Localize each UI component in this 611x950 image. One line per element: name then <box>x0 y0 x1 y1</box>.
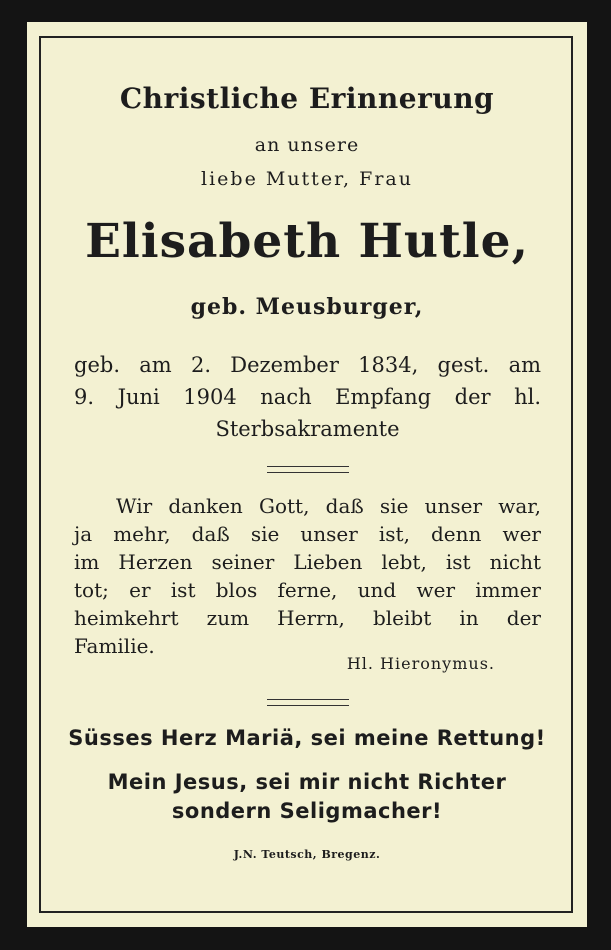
dedication-line-1: an unsere <box>254 134 360 156</box>
dates-line: Sterbsakramente <box>215 417 400 441</box>
life-dates <box>74 349 541 445</box>
quote-line: im Herzen seiner Lieben lebt, ist nicht <box>74 550 541 574</box>
quote-line: tot; er ist blos ferne, und wer immer <box>74 578 541 602</box>
dates-line: 9. Juni 1904 nach Empfang der hl. <box>74 385 541 409</box>
printer-imprint: J.N. Teutsch, Bregenz. <box>233 848 381 861</box>
prayer-line-3: sondern Seligmacher! <box>171 799 443 823</box>
maiden-name: geb. Meusburger, <box>190 294 424 320</box>
quote-source: Hl. Hieronymus. <box>346 654 495 673</box>
quote-line: Familie. <box>74 634 155 658</box>
prayer-line-1: Süsses Herz Mariä, sei meine Rettung! <box>68 726 546 750</box>
quote-line: heimkehrt zum Herrn, bleibt in der <box>74 606 541 630</box>
divider <box>267 466 349 473</box>
prayer-line-2: Mein Jesus, sei mir nicht Richter <box>107 770 507 794</box>
divider <box>267 699 349 706</box>
memorial-card <box>27 22 587 927</box>
quote-line: Wir danken Gott, daß sie unser war, <box>116 494 541 518</box>
quote-block <box>74 492 541 660</box>
deceased-name: Elisabeth Hutle, <box>85 214 529 269</box>
dates-line: geb. am 2. Dezember 1834, gest. am <box>74 353 541 377</box>
quote-line: ja mehr, daß sie unser ist, denn wer <box>74 522 541 546</box>
dedication-line-2: liebe Mutter, Frau <box>201 168 413 190</box>
card-title: Christliche Erinnerung <box>119 82 495 115</box>
